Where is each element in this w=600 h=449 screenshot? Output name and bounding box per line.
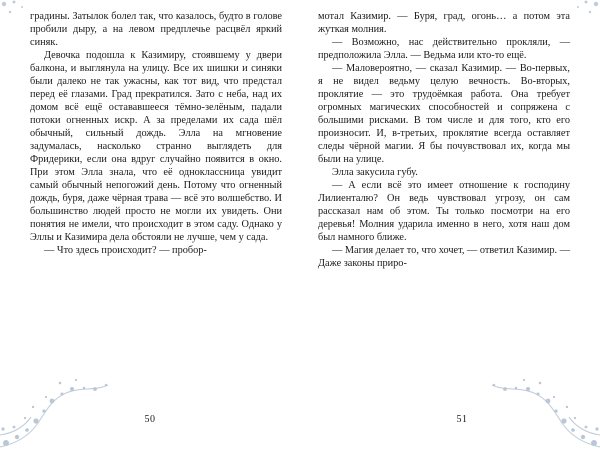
- paragraph: — А если всё это имеет отношение к господину Лилиенталю? Он ведь чувствовал угрозу, он сам рассказал нам об этом. Ты только посмотри на его деревья! Молния ударила именно в него, хотя наш дом был намного ближе.: [318, 180, 570, 243]
- corner-flourish-icon: [0, 339, 200, 449]
- right-page-body: [318, 10, 570, 270]
- paragraph: Девочка подошла к Казимиру, стоявшему у двери балкона, и выглянула на улицу. Все их шишки и синяки были далеко не так ужасны, как тот вид, что предстал перед её глазами. Град прекратился. Зато с неба, над их домом всё ещё остававшееся тёмно-зелёным, падали потоки огненных искр. А за пределами их сада шёл обычный, сильный дождь. Элла на мгновение задумалась, насколько странно выглядеть для Фридерики, если она вдруг случайно появится в окно. При этом Элла знала, что её одноклассница увидит самый обычный непогожий день. Потому что огненный дождь, буря, даже чёрная трава — всё это волшебство. И большинство людей просто не могли их увидеть. Они понятия не имели, что происходит в этом саду. Однако у Эллы и Казимира дела обстояли не лучше, чем у сада.: [30, 50, 282, 243]
- paragraph: — Что здесь происходит? — пробор-: [44, 245, 207, 256]
- left-page-body: [30, 10, 282, 257]
- paragraph: мотал Казимир. — Буря, град, огонь… а потом эта жуткая молния.: [318, 11, 570, 35]
- page-number-right: 51: [456, 414, 468, 425]
- paragraph: — Магия делает то, что хочет, — ответил Казимир. — Даже законы приро-: [318, 245, 570, 269]
- paragraph: — Возможно, нас действительно прокляли, — предположила Элла. — Ведьма или кто-то ещё.: [318, 37, 570, 61]
- right-page: [300, 0, 600, 449]
- paragraph: градины. Затылок болел так, что казалось, будто в голове пробили дыру, а на левом предплечье расцвёл яркий синяк.: [30, 11, 282, 48]
- corner-flourish-icon: [400, 339, 600, 449]
- paragraph: Элла закусила губу.: [332, 167, 418, 178]
- paragraph: — Маловероятно, — сказал Казимир. — Во-первых, я не видел ведьму целую вечность. Во-вторых, проклятие — это трудоёмкая работа. Она требует огромных магических способностей и сопряжена с большими рисками. В том числе и для того, кто его произносит. И, в-третьих, проклятие всегда оставляет следы чёрной магии. Я бы почувствовал их, когда мы были на улице.: [318, 63, 570, 165]
- page-number-left: 50: [144, 414, 156, 425]
